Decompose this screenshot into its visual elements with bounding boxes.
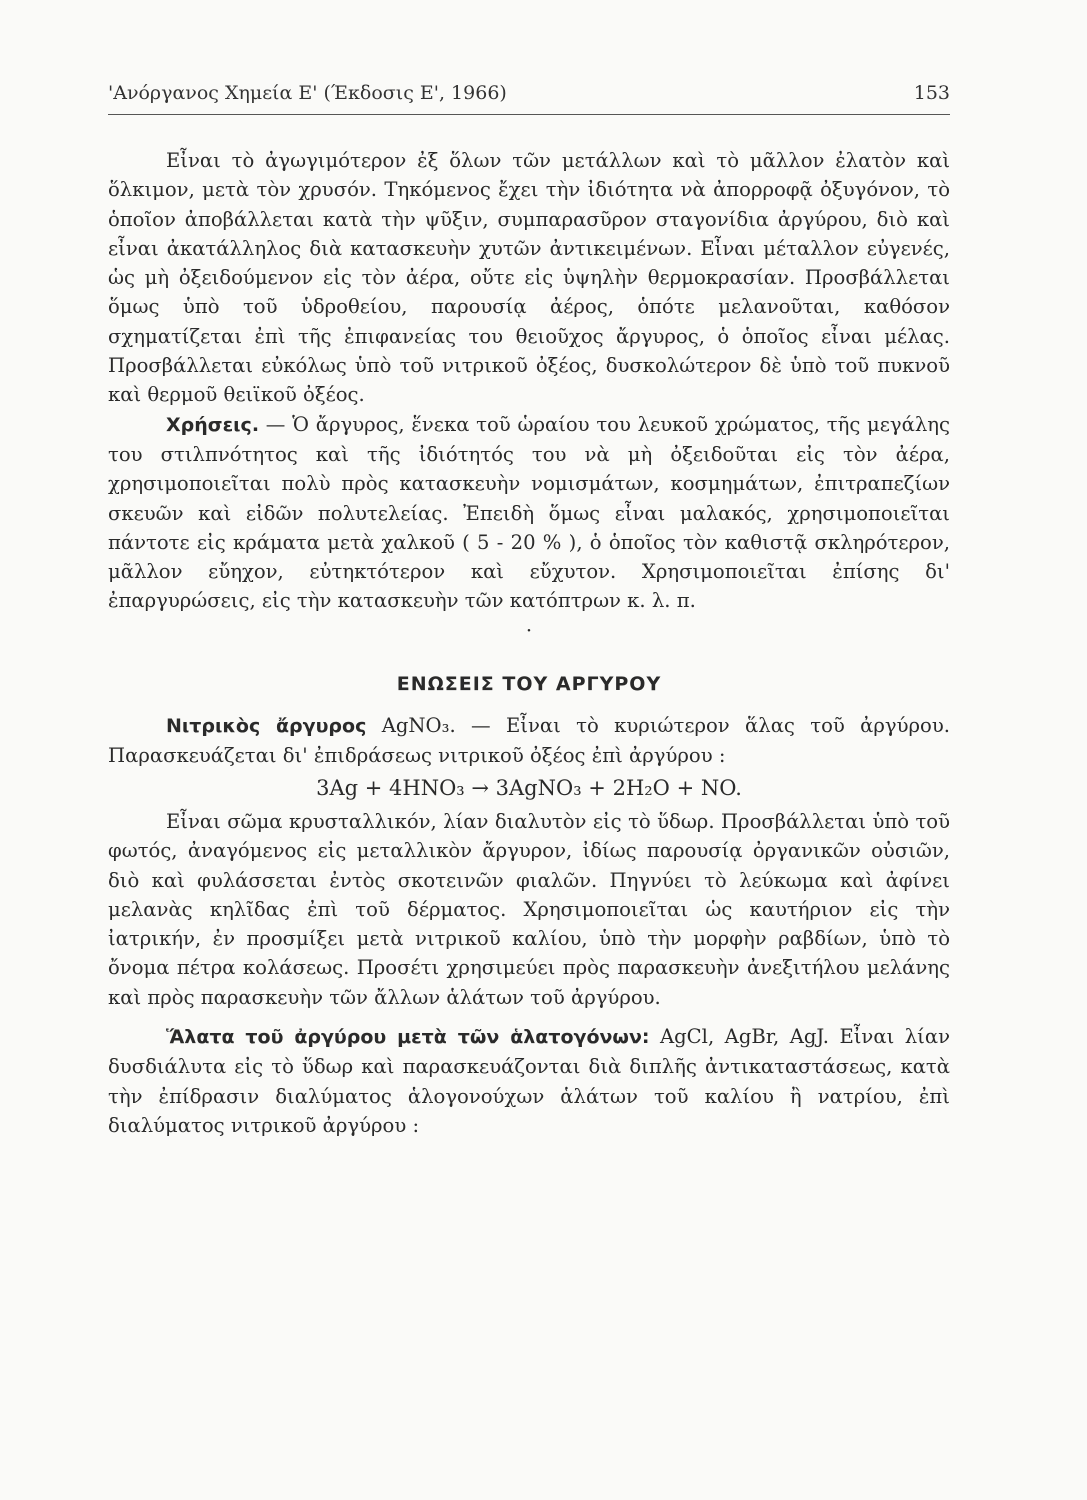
page-body: [108, 146, 950, 1140]
paragraph-silver-nitrate: [108, 711, 950, 771]
section-title: ΕΝΩΣΕΙΣ ΤΟΥ ΑΡΓΥΡΟΥ: [396, 672, 662, 695]
separator-dot: ·: [525, 618, 533, 642]
paragraph-halide-salts-text: AgCl, AgBr, AgJ. Εἶναι λίαν δυσδιάλυτα εἰς τὸ ὕδωρ καὶ παρασκευάζονται διὰ διπλῆς ἀντικαταστάσεως, κατὰ τὴν ἐπίδρασιν διαλύματος ἁλογονούχων ἁλάτων τοῦ καλίου ἢ νατρίου, ἐπὶ διαλύματος νιτρικοῦ ἀργύρου :: [108, 1025, 950, 1137]
term-halide-salts: Ἅλατα τοῦ ἀργύρου μετὰ τῶν ἁλατογόνων:: [166, 1026, 650, 1049]
running-header: [108, 82, 950, 104]
header-rule: [108, 114, 950, 115]
running-title: 'Ανόργανος Χημεία Ε' (Έκδοσις Ε', 1966): [108, 82, 507, 104]
paragraph-uses-text: — Ὁ ἄργυρος, ἕνεκα τοῦ ὡραίου του λευκοῦ χρώματος, τῆς μεγάλης του στιλπνότητος καὶ τῆς ἰδιότητός του νὰ μὴ ὀξειδοῦται εἰς τὸν ἀέρα, χρησιμοποιεῖται πολὺ πρὸς κατασκευὴν νομισμάτων, κοσμημάτων, ἐπιτραπεζίων σκευῶν καὶ εἰδῶν πολυτελείας. Ἐπειδὴ ὅμως εἶναι μαλακός, χρησιμοποιεῖται πάντοτε εἰς κράματα μετὰ χαλκοῦ ( 5 - 20 % ), ὁ ὁποῖος τὸν καθιστᾷ σκληρότερον, μᾶλλον εὔηχον, εὐτηκτότερον καὶ εὔχυτον. Χρησιμοποιεῖται ἐπίσης δι' ἐπαργυρώσεις, εἰς τὴν κατασκευὴν τῶν κατόπτρων κ. λ. π.: [108, 412, 950, 613]
paragraph-nitrate-properties: Εἶναι σῶμα κρυσταλλικόν, λίαν διαλυτὸν εἰς τὸ ὕδωρ. Προσβάλλεται ὑπὸ τοῦ φωτός, ἀναγόμενος εἰς μεταλλικὸν ἄργυρον, ἰδίως παρουσίᾳ ὀργανικῶν οὐσιῶν, διὸ καὶ φυλάσσεται ἐντὸς σκοτεινῶν φιαλῶν. Πηγνύει τὸ λεύκωμα καὶ ἀφίνει μελανὰς κηλῖδας ἐπὶ τοῦ δέρματος. Χρησιμοποιεῖται ὡς καυτήριον εἰς τὴν ἰατρικήν, ἐν προσμίξει μετὰ νιτρικοῦ καλίου, ὑπὸ τὴν μορφὴν ραβδίων, ὑπὸ τὸ ὄνομα πέτρα κολάσεως. Προσέτι χρησιμεύει πρὸς παρασκευὴν ἀνεξιτήλου μελάνης καὶ πρὸς παρασκευὴν τῶν ἄλλων ἁλάτων τοῦ ἀργύρου.: [108, 809, 950, 1009]
page-number: 153: [913, 82, 950, 104]
paragraph-silver-properties: Εἶναι τὸ ἀγωγιμότερον ἐξ ὅλων τῶν μετάλλων καὶ τὸ μᾶλλον ἐλατὸν καὶ ὅλκιμον, μετὰ τὸν χρυσόν. Τηκόμενος ἔχει τὴν ἰδιότητα νὰ ἀπορροφᾷ ὀξυγόνον, τὸ ὁποῖον ἀποβάλλεται κατὰ τὴν ψῦξιν, συμπαρασῦρον σταγονίδια ἀργύρου, διὸ καὶ εἶναι ἀκατάλληλος διὰ κατασκευὴν χυτῶν ἀντικειμένων. Εἶναι μέταλλον εὐγενές, ὡς μὴ ὀξειδούμενον εἰς τὸν ἀέρα, οὔτε εἰς ὑψηλὴν θερμοκρασίαν. Προσβάλλεται ὅμως ὑπὸ τοῦ ὑδροθείου, παρουσίᾳ ἀέρος, ὁπότε μελανοῦται, καθόσον σχηματίζεται ἐπὶ τῆς ἐπιφανείας του θειοῦχος ἄργυρος, ὁ ὁποῖος εἶναι μέλας. Προσβάλλεται εὐκόλως ὑπὸ τοῦ νιτρικοῦ ὀξέος, δυσκολώτερον δὲ ὑπὸ τοῦ πυκνοῦ καὶ θερμοῦ θειϊκοῦ ὀξέος.: [108, 149, 950, 407]
term-uses: Χρήσεις.: [166, 413, 260, 436]
paragraph-silver-nitrate-text: AgNO₃. — Εἶναι τὸ κυριώτερον ἅλας τοῦ ἀργύρου. Παρασκευάζεται δι' ἐπιδράσεως νιτρικοῦ ὀξέος ἐπὶ ἀργύρου :: [108, 714, 950, 768]
chemical-equation: 3Ag + 4HNO₃ → 3AgNO₃ + 2H₂O + NO.: [316, 775, 742, 800]
paragraph-uses: [108, 410, 950, 616]
paragraph-halide-salts: [108, 1022, 950, 1140]
term-silver-nitrate: Νιτρικὸς ἄργυρος: [166, 715, 367, 738]
